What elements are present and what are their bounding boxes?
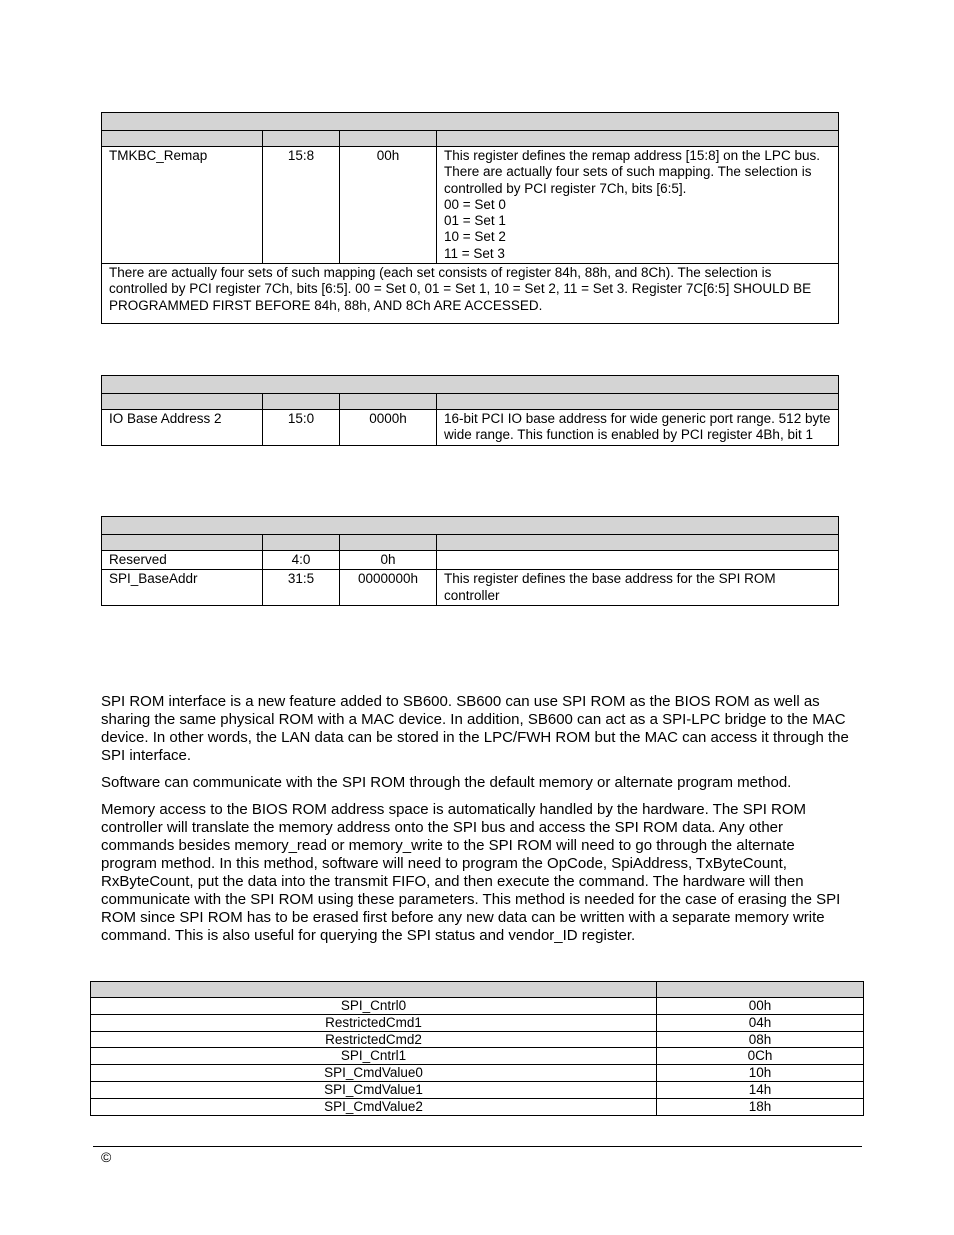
- register-offset: 18h: [657, 1098, 864, 1115]
- field-name: Reserved: [102, 551, 263, 570]
- register-offset: 08h: [657, 1031, 864, 1048]
- field-description: This register defines the base address for the SPI ROM controller: [437, 570, 839, 606]
- field-default: 0000h: [340, 410, 437, 446]
- table-title-bar: [102, 376, 839, 394]
- field-bits: 4:0: [263, 551, 340, 570]
- header-cell: [437, 394, 839, 410]
- field-description: [437, 551, 839, 570]
- field-bits: 31:5: [263, 570, 340, 606]
- register-table-io-base-address-2: [101, 375, 839, 446]
- register-table-tmkbc-remap: [101, 112, 839, 324]
- paragraph-spi-methods: Software can communicate with the SPI ROM through the default memory or alternate program method.: [101, 774, 792, 791]
- table-row: [102, 551, 839, 570]
- field-bits: 15:0: [263, 410, 340, 446]
- register-name: SPI_Cntrl0: [91, 998, 657, 1015]
- paragraph-spi-intro: SPI ROM interface is a new feature added to SB600. SB600 can use SPI ROM as the BIOS ROM as well as sharing the same physical ROM with a MAC device. In addition, SB600 can act as a SPI-LPC bridge to the MAC device. In other words, the LAN data can be stored in the LPC/FWH ROM but the MAC can access it through the SPI interface.: [101, 693, 849, 764]
- description-text: This register defines the remap address [15:8] on the LPC bus. There are actually four sets of such mapping. The selection is controlled by PCI register 7Ch, bits [6:5].: [444, 148, 820, 196]
- register-name: SPI_CmdValue0: [91, 1065, 657, 1082]
- register-offset: 00h: [657, 998, 864, 1015]
- header-cell: [91, 982, 657, 998]
- table-row: [91, 1081, 864, 1098]
- register-offset: 10h: [657, 1065, 864, 1082]
- table-row: [102, 147, 839, 264]
- field-name: SPI_BaseAddr: [102, 570, 263, 606]
- table-note: There are actually four sets of such mapping (each set consists of register 84h, 88h, and 8Ch). The selection is controlled by PCI register 7Ch, bits [6:5]. 00 = Set 0, 01 = Set 1, 10 = Set 2, 11 = Set 3. Register 7C[6:5] SHOULD BE PROGRAMMED FIRST BEFORE 84h, 88h, AND 8Ch ARE ACCESSED.: [102, 264, 839, 324]
- table-row: [91, 1031, 864, 1048]
- header-cell: [263, 394, 340, 410]
- header-cell: [437, 131, 839, 147]
- paragraph-memory-access: Memory access to the BIOS ROM address space is automatically handled by the hardware. The SPI ROM controller will translate the memory address onto the SPI bus and access the SPI ROM data. Any other commands besides memory_read or memory_write to the SPI ROM will need to go through the alternate program method. In this method, software will need to program the OpCode, SpiAddress, TxByteCount, RxByteCount, put the data into the transmit FIFO, and then execute the command. The hardware will then communicate with the SPI ROM using these parameters. This method is needed for the case of erasing the SPI ROM since SPI ROM has to be erased first before any new data can be written with a separate memory write command. This is also useful for querying the SPI status and vendor_ID register.: [101, 801, 841, 944]
- field-default: 0000000h: [340, 570, 437, 606]
- description-line: 00 = Set 0: [444, 196, 506, 212]
- table-row: [102, 570, 839, 606]
- header-cell: [340, 394, 437, 410]
- field-name: IO Base Address 2: [102, 410, 263, 446]
- description-line: 11 = Set 3: [444, 245, 505, 261]
- register-name: RestrictedCmd1: [91, 1014, 657, 1031]
- register-offset: 04h: [657, 1014, 864, 1031]
- field-description: 16-bit PCI IO base address for wide generic port range. 512 byte wide range. This function is enabled by PCI register 4Bh, bit 1: [437, 410, 839, 446]
- header-cell: [340, 131, 437, 147]
- header-cell: [263, 535, 340, 551]
- field-default: 0h: [340, 551, 437, 570]
- field-name: TMKBC_Remap: [102, 147, 263, 264]
- table-row: [91, 998, 864, 1015]
- description-line: 01 = Set 1: [444, 213, 506, 229]
- header-cell: [102, 131, 263, 147]
- table-row: [91, 1098, 864, 1115]
- register-name: SPI_Cntrl1: [91, 1048, 657, 1065]
- field-default: 00h: [340, 147, 437, 264]
- spi-register-map-table: [90, 981, 864, 1116]
- copyright-symbol: ©: [101, 1149, 112, 1165]
- table-title-bar: [102, 517, 839, 535]
- table-note-row: [102, 264, 839, 324]
- field-bits: 15:8: [263, 147, 340, 264]
- header-cell: [657, 982, 864, 998]
- header-cell: [437, 535, 839, 551]
- header-cell: [340, 535, 437, 551]
- header-cell: [263, 131, 340, 147]
- field-description: [437, 147, 839, 264]
- register-name: SPI_CmdValue2: [91, 1098, 657, 1115]
- header-cell: [102, 535, 263, 551]
- header-cell: [102, 394, 263, 410]
- table-row: [102, 410, 839, 446]
- footer-divider: [93, 1146, 862, 1147]
- table-row: [91, 1065, 864, 1082]
- register-table-spi-baseaddr: [101, 516, 839, 606]
- table-title-bar: [102, 113, 839, 131]
- register-name: SPI_CmdValue1: [91, 1081, 657, 1098]
- register-offset: 0Ch: [657, 1048, 864, 1065]
- register-offset: 14h: [657, 1081, 864, 1098]
- table-row: [91, 1014, 864, 1031]
- register-name: RestrictedCmd2: [91, 1031, 657, 1048]
- description-line: 10 = Set 2: [444, 229, 506, 245]
- table-row: [91, 1048, 864, 1065]
